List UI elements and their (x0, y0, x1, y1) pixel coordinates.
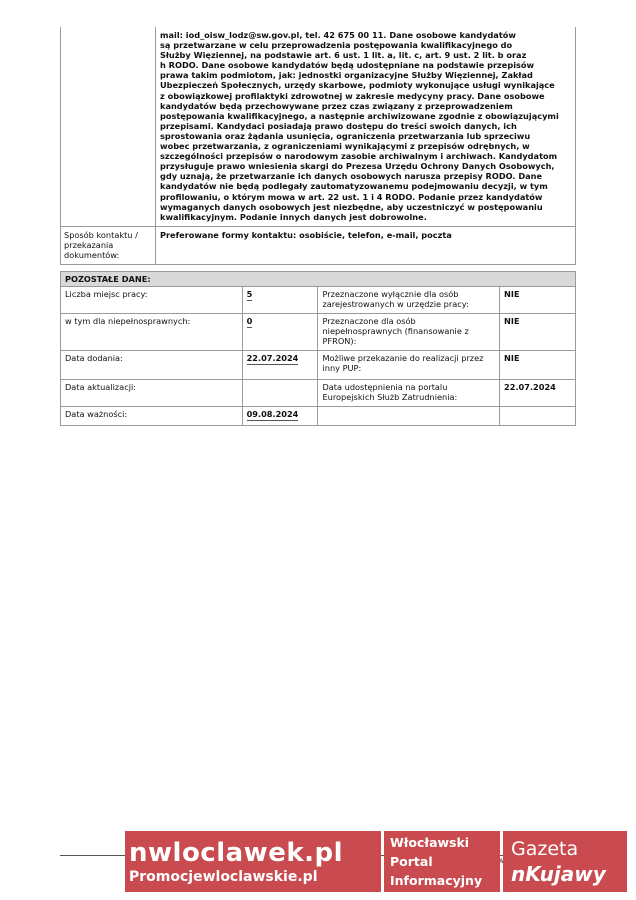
contact-label-line: dokumentów: (64, 249, 120, 260)
rodo-row (60, 27, 576, 226)
field-value (242, 379, 318, 406)
contact-label (61, 227, 156, 264)
watermark-site1: nwloclawek.pl (129, 837, 344, 868)
field-label-line: Możliwe przekazanie do realizacji przez (322, 352, 484, 363)
field-label-line: inny PUP: (322, 362, 362, 373)
watermark-sites (125, 831, 381, 892)
field-label-line: PFRON): (322, 335, 357, 346)
watermark-banner (125, 831, 627, 892)
rodo-line: Ubezpieczeń Społecznych, urzędy skarbowe, podmioty wykonujące usługi wynikające (160, 80, 555, 91)
rodo-line: kandydatów będą przechowywane przez czas związany z przeprowadzeniem (160, 100, 513, 111)
contact-row (60, 226, 576, 265)
contact-label-line: przekazania (64, 239, 114, 250)
field-value (242, 406, 318, 425)
table-row (61, 286, 576, 313)
table-row (61, 313, 576, 350)
field-label (61, 286, 243, 313)
field-value: 22.07.2024 (500, 379, 576, 406)
field-label-line: niepełnosprawnych (finansowanie z (322, 325, 469, 336)
field-label-line: w tym dla niepełnosprawnych: (65, 315, 191, 326)
field-label (318, 350, 500, 379)
field-value (500, 406, 576, 425)
other-data-table (60, 286, 576, 426)
watermark-portal (384, 831, 500, 892)
rodo-line: szczególności przepisów o narodowym zasobie archiwalnym i archiwach. Kandydatom (160, 151, 558, 162)
field-label (61, 379, 243, 406)
field-label-line: Europejskich Służb Zatrudnienia: (322, 391, 458, 402)
field-value-text: 5 (246, 288, 253, 299)
rodo-line: postępowania kwalifikacyjnego, a następnie archiwizowane zgodnie z obowiązującymi (160, 110, 559, 121)
field-label-line: Przeznaczone wyłącznie dla osób (322, 288, 459, 299)
field-value (242, 286, 318, 313)
field-value: NIE (500, 350, 576, 379)
field-label-line: zarejestrowanych w urzędzie pracy: (322, 298, 469, 309)
rodo-line: mail: iod_oisw_lodz@sw.gov.pl, tel. 42 675 00 11. Dane osobowe kandydatów (160, 30, 516, 40)
field-label-line: Przeznaczone dla osób (322, 315, 416, 326)
rodo-line: profilowaniu, o którym mowa w art. 22 ust. 1 i 4 RODO. Podanie przez kandydatów (160, 191, 543, 202)
watermark-portal-line: Włocławski (390, 835, 470, 850)
field-label-line: Data ważności: (65, 408, 128, 419)
rodo-line: wymaganych danych osobowych jest niezbędne, aby uczestniczyć w postępowaniu (160, 201, 543, 212)
field-label (61, 406, 243, 425)
generated-date: w (497, 856, 505, 865)
field-label (61, 350, 243, 379)
rodo-line: kandydatów nie będą podlegały zautomatyzowanemu podejmowaniu decyzji, w tym (160, 181, 548, 192)
field-label (318, 379, 500, 406)
rodo-line: przysługuje prawo wniesienia skargi do Prezesa Urzędu Ochrony Danych Osobowych, (160, 161, 555, 172)
rodo-line: są przetwarzane w celu przeprowadzenia postępowania kwalifikacyjnego do (160, 40, 513, 51)
field-label-line: Data aktualizacji: (65, 381, 137, 392)
rodo-line: prawa takim podmiotom, jak: jednostki organizacyjne Służby Więziennej, Zakład (160, 70, 533, 81)
rodo-label-cell (61, 27, 156, 226)
rodo-line: wobec przetwarzania, z ograniczeniami wynikającymi z przepisów odrębnych, w (160, 141, 530, 152)
rodo-line: z obowiązkowej profilaktyki zdrowotnej w zakresie medycyny pracy. Dane osobowe (160, 90, 545, 101)
rodo-line: przepisami. Kandydaci posiadają prawo dostępu do treści swoich danych, ich (160, 120, 517, 131)
field-label-line: Data udostępnienia na portalu (322, 381, 448, 392)
rodo-clause (156, 27, 575, 226)
field-label (318, 286, 500, 313)
table-row (61, 406, 576, 425)
rodo-line: kwalifikacyjnym. Podanie innych danych jest dobrowolne. (160, 211, 427, 222)
field-value: NIE (500, 313, 576, 350)
document-body (60, 27, 576, 426)
field-value: NIE (500, 286, 576, 313)
watermark-portal-line: Informacyjny (390, 873, 483, 888)
contact-label-line: Sposób kontaktu / (64, 229, 138, 240)
field-label (318, 313, 500, 350)
watermark-gazeta-word: Gazeta (511, 837, 579, 860)
table-row (61, 379, 576, 406)
watermark-portal-line: Portal (390, 854, 433, 869)
field-value-text: 0 (246, 315, 253, 326)
field-label (61, 313, 243, 350)
rodo-line: gdy uznają, że przetwarzanie ich danych osobowych narusza przepisy RODO. Dane (160, 171, 543, 182)
field-value (242, 313, 318, 350)
watermark-gazeta (503, 831, 627, 892)
watermark-site2: Promocjewloclawskie.pl (129, 868, 318, 885)
rodo-line: Służby Więziennej, na podstawie art. 6 ust. 1 lit. a, lit. c, art. 9 ust. 2 lit. b oraz (160, 50, 527, 61)
watermark-kujawy-word: nKujawy (511, 861, 606, 886)
field-label-line: Liczba miejsc pracy: (65, 288, 148, 299)
table-row (61, 350, 576, 379)
contact-value: Preferowane formy kontaktu: osobiście, telefon, e-mail, poczta (160, 229, 452, 240)
field-label (318, 406, 500, 425)
field-label-line: Data dodania: (65, 352, 123, 363)
other-data-header: POZOSTAŁE DANE: (60, 271, 576, 286)
rodo-line: h RODO. Dane osobowe kandydatów będą udostępniane na podstawie przepisów (160, 60, 535, 71)
rodo-line: sprostowania oraz żądania usunięcia, ograniczenia przetwarzania lub sprzeciwu (160, 130, 531, 141)
field-value (242, 350, 318, 379)
field-value-text: 22.07.2024 (246, 352, 299, 363)
field-value-text: 09.08.2024 (246, 408, 299, 419)
